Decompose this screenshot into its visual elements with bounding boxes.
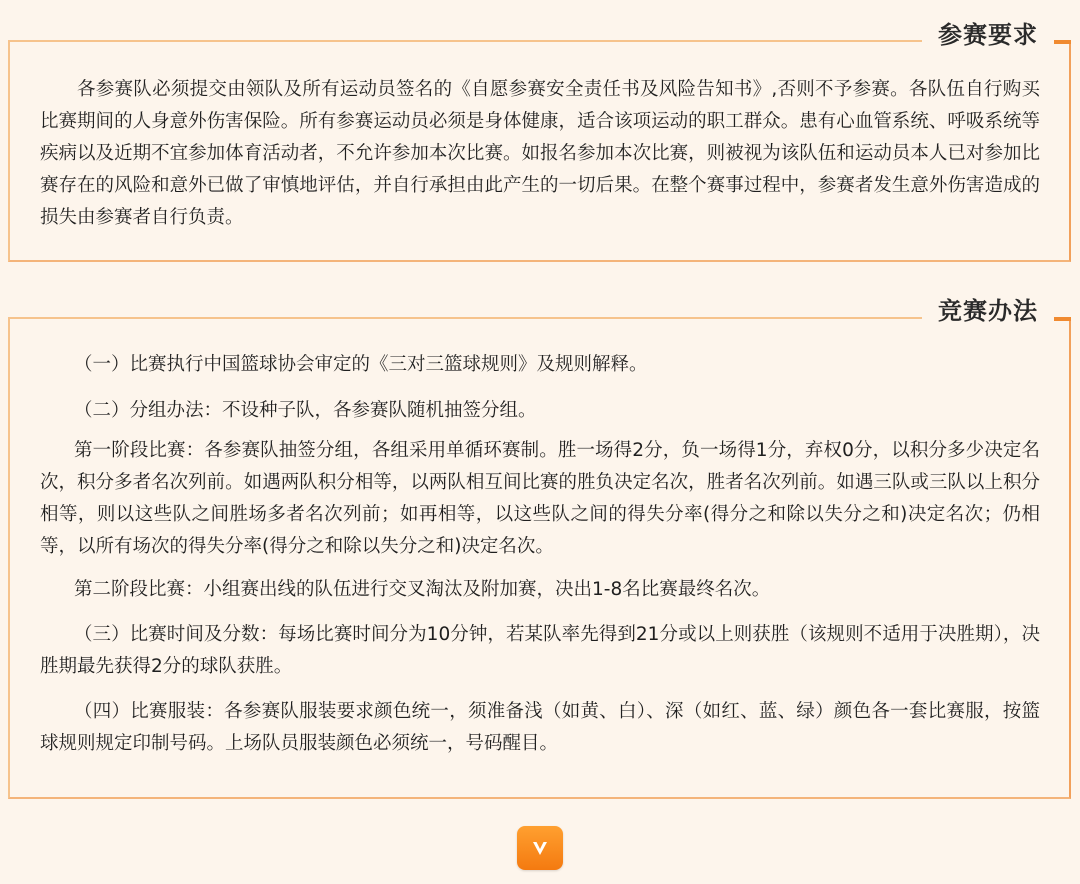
section-title: 竞赛办法 bbox=[938, 296, 1038, 325]
rules-item: （二）分组办法：不设种子队，各参赛队随机抽签分组。 bbox=[74, 400, 537, 421]
scroll-down-button[interactable] bbox=[517, 826, 563, 870]
requirements-paragraph: 各参赛队必须提交由领队及所有运动员签名的《自愿参赛安全责任书及风险告知书》,否则不予参赛。各队伍自行购买比赛期间的人身意外伤害保险。所有参赛运动员必须是身体健康，适合该项运动的职工群众。患有心血管系统、呼吸系统等疾病以及近期不宜参加体育活动者，不允许参加本次比赛。如报名参加本次比赛，则被视为该队伍和运动员本人已对参加比赛存在的风险和意外已做了审慎地评估，并自行承担由此产生的一切后果。在整个赛事过程中，参赛者发生意外伤害造成的损失由参赛者自行负责。 bbox=[40, 79, 1040, 228]
rules-item: 第二阶段比赛：小组赛出线的队伍进行交叉淘汰及附加赛，决出1-8名比赛最终名次。 bbox=[74, 579, 771, 600]
rules-item: 第一阶段比赛：各参赛队抽签分组，各组采用单循环赛制。胜一场得2分，负一场得1分，弃权0分，以积分多少决定名次，积分多者名次列前。如遇两队积分相等，以两队相互间比赛的胜负决定名次，胜者名次列前。如遇三队或三队以上积分相等，则以这些队之间胜场多者名次列前；如再相等，以这些队之间的得失分率(得分之和除以失分之和)决定名次；仍相等，以所有场次的得失分率(得分之和除以失分之和)决定名次。 bbox=[40, 440, 1040, 557]
rules-item: （三）比赛时间及分数：每场比赛时间分为10分钟，若某队率先得到21分或以上则获胜（该规则不适用于决胜期），决胜期最先获得2分的球队获胜。 bbox=[40, 624, 1040, 677]
section-title: 参赛要求 bbox=[938, 20, 1038, 49]
rules-item: （一）比赛执行中国篮球协会审定的《三对三篮球规则》及规则解释。 bbox=[74, 354, 648, 375]
rules-title-wrap bbox=[922, 290, 1054, 326]
requirements-title-wrap bbox=[922, 14, 1054, 50]
chevron-down-icon bbox=[529, 837, 551, 859]
rules-item: （四）比赛服装：各参赛队服装要求颜色统一，须准备浅（如黄、白）、深（如红、蓝、绿）颜色各一套比赛服，按篮球规则规定印制号码。上场队员服装颜色必须统一，号码醒目。 bbox=[40, 701, 1040, 754]
